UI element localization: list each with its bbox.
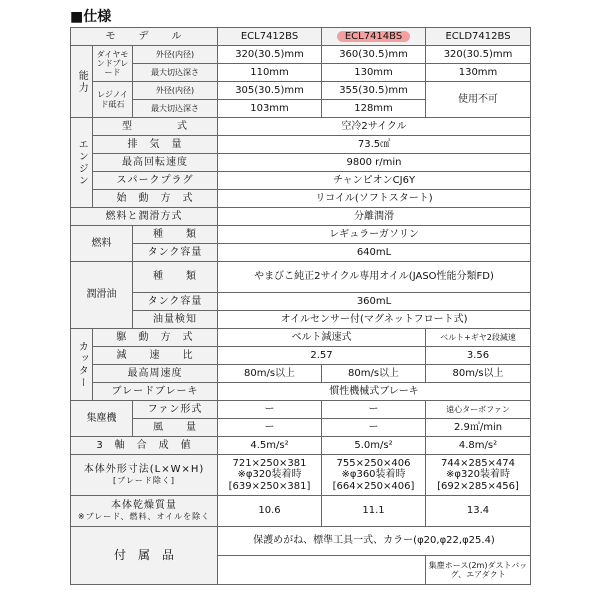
row-label: ブレードブレーキ <box>93 383 218 401</box>
fuel-group: 燃料 <box>71 226 133 262</box>
row-label: 型 式 <box>93 118 218 136</box>
dims-label: 本体外形寸法(L×W×H) <box>83 463 205 475</box>
mass-sub: ※ブレード、燃料、オイルを除く <box>77 512 211 521</box>
spec-value: 80m/s以上 <box>218 365 322 383</box>
spec-value: 慣性機械式ブレーキ <box>218 383 531 401</box>
row-label: 種 類 <box>133 262 218 293</box>
dims-value: 721×250×381 <box>232 457 307 469</box>
accessories-label: 付 属 品 <box>71 527 218 585</box>
spec-value: 3.56 <box>426 347 531 365</box>
spec-value: レギュラーガソリン <box>218 226 531 244</box>
spec-value: 遠心ターボファン <box>426 401 531 419</box>
spec-value: ー <box>218 419 322 437</box>
dims-label-cell <box>71 455 218 496</box>
spec-value: 10.6 <box>218 496 322 527</box>
spec-value: 13.4 <box>426 496 531 527</box>
dims-sub: [ブレード除く] <box>113 476 175 485</box>
row-label: 最高回転速度 <box>93 154 218 172</box>
spec-value: 2.9㎥/min <box>426 419 531 437</box>
spec-value: 9800 r/min <box>218 154 531 172</box>
spec-value: ベルト+ギヤ2段減速 <box>426 329 531 347</box>
spec-value: 360(30.5)mm <box>322 46 426 64</box>
spec-value: 分離潤滑 <box>218 208 531 226</box>
row-label: 最高周速度 <box>93 365 218 383</box>
section-title: ■仕様 <box>70 9 112 25</box>
engine-group: エンジン <box>71 118 93 208</box>
dims-cell <box>426 455 531 496</box>
spec-value: ベルト減速式 <box>218 329 426 347</box>
spec-value: 305(30.5)mm <box>218 82 322 100</box>
model-1: ECL7412BS <box>218 28 322 46</box>
row-label: 減 速 比 <box>93 347 218 365</box>
spec-value: 5.0m/s² <box>322 437 426 455</box>
accessories-extra: 集塵ホース(2m)ダストバッグ、エアダクト <box>426 556 531 585</box>
dims-alt: [639×250×381] <box>228 480 311 492</box>
dust-group: 集塵機 <box>71 401 133 437</box>
spec-value: 360mL <box>218 293 531 311</box>
spec-value: 110mm <box>218 64 322 82</box>
cutter-group: カッター <box>71 329 93 401</box>
dims-note: ※φ320装着時 <box>445 469 511 481</box>
mass-label-cell <box>71 496 218 527</box>
dims-alt: [664×250×406] <box>332 480 415 492</box>
spec-value: ー <box>322 401 426 419</box>
spec-value: 4.5m/s² <box>218 437 322 455</box>
spec-value: やまびこ純正2サイクル専用オイル(JASO性能分類FD) <box>218 262 531 293</box>
row-label: 油量検知 <box>133 311 218 329</box>
spec-value: 320(30.5)mm <box>218 46 322 64</box>
spec-value: 80m/s以上 <box>426 365 531 383</box>
spec-table <box>70 27 531 585</box>
model-label: モ デ ル <box>71 28 218 46</box>
spec-value: 640mL <box>218 244 531 262</box>
spec-value: チャンピオンCJ6Y <box>218 172 531 190</box>
row-label: 排 気 量 <box>93 136 218 154</box>
mass-label: 本体乾燥質量 <box>111 499 177 511</box>
row-label: タンク容量 <box>133 244 218 262</box>
spec-value: 空冷2サイクル <box>218 118 531 136</box>
spec-value: ー <box>322 419 426 437</box>
row-label: タンク容量 <box>133 293 218 311</box>
spec-value: 73.5㎤ <box>218 136 531 154</box>
model-3: ECLD7412BS <box>426 28 531 46</box>
spec-value: 2.57 <box>218 347 426 365</box>
not-usable: 使用不可 <box>426 82 531 118</box>
spec-value: ー <box>218 401 322 419</box>
spec-value: 103mm <box>218 100 322 118</box>
row-label: 始 動 方 式 <box>93 190 218 208</box>
model-2-highlight: ECL7414BS <box>337 31 410 43</box>
accessories-blank <box>218 556 426 585</box>
header-row <box>71 28 531 46</box>
row-label: スパークプラグ <box>93 172 218 190</box>
depth-label: 最大切込深さ <box>133 100 218 118</box>
outer-label: 外径(内径) <box>133 82 218 100</box>
spec-value: 320(30.5)mm <box>426 46 531 64</box>
dims-cell <box>322 455 426 496</box>
dims-value: 744×285×474 <box>441 457 516 469</box>
spec-value: 80m/s以上 <box>322 365 426 383</box>
row-label: 風 量 <box>133 419 218 437</box>
spec-value: 4.8m/s² <box>426 437 531 455</box>
row-label: 種 類 <box>133 226 218 244</box>
row-label: 駆 動 方 式 <box>93 329 218 347</box>
dims-note: ※φ360装着時 <box>341 469 406 481</box>
spec-value: 130mm <box>426 64 531 82</box>
spec-value: オイルセンサー付(マグネットフロート式) <box>218 311 531 329</box>
dims-alt: [692×285×456] <box>437 480 519 492</box>
spec-value: 11.1 <box>322 496 426 527</box>
row-label: ファン形式 <box>133 401 218 419</box>
depth-label: 最大切込深さ <box>133 64 218 82</box>
dims-cell <box>218 455 322 496</box>
dims-note: ※φ320装着時 <box>237 469 302 481</box>
capacity-group: 能力 <box>71 46 93 118</box>
dims-value: 755×250×406 <box>336 457 411 469</box>
row-label: 3 軸 合 成 値 <box>71 437 218 455</box>
spec-value: 128mm <box>322 100 426 118</box>
outer-label: 外径(内径) <box>133 46 218 64</box>
accessories-common: 保護めがね、標準工具一式、カラー(φ20,φ22,φ25.4) <box>218 527 531 556</box>
resin-wheel-label: レジノイド砥石 <box>93 82 133 118</box>
spec-value: リコイル(ソフトスタート) <box>218 190 531 208</box>
lube-group: 潤滑油 <box>71 262 133 329</box>
diamond-blade-label: ダイヤモンドブレード <box>93 46 133 82</box>
row-label: 燃料と潤滑方式 <box>71 208 218 226</box>
spec-value: 130mm <box>322 64 426 82</box>
spec-value: 355(30.5)mm <box>322 82 426 100</box>
